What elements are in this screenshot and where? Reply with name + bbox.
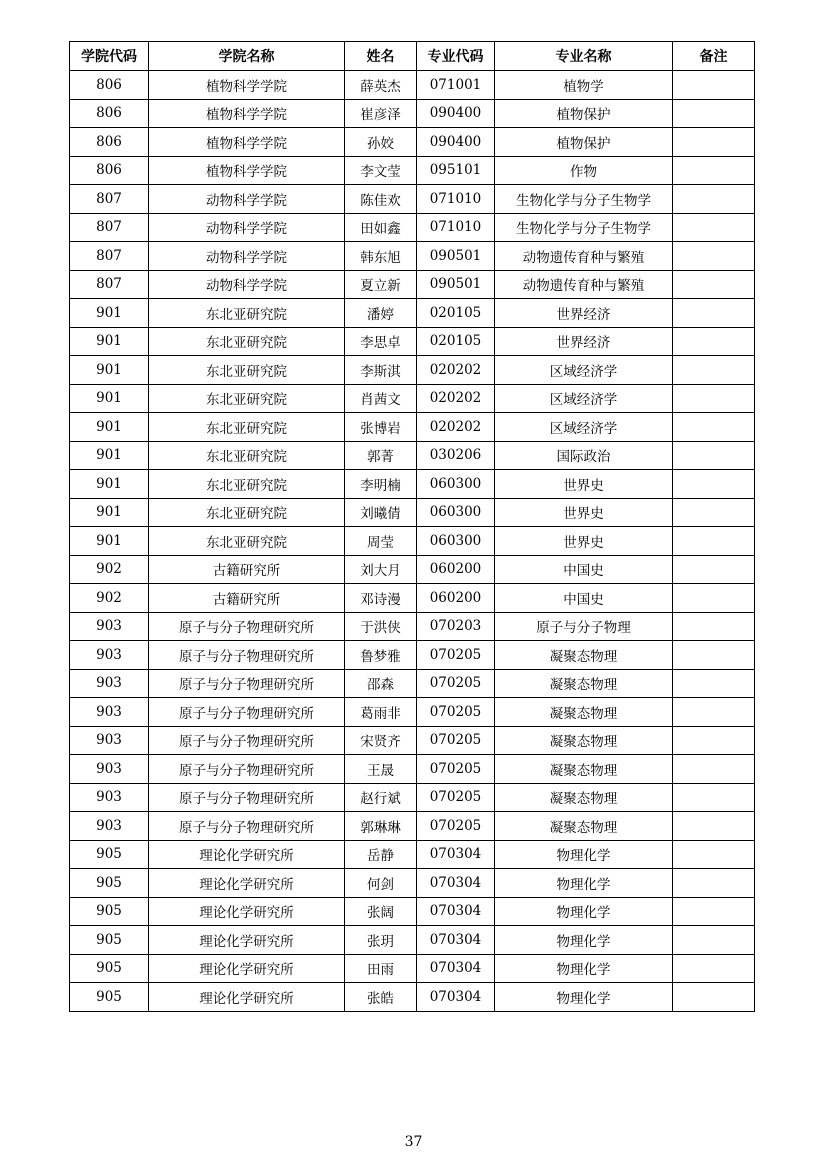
college-code-cell: 806 (70, 99, 149, 128)
remarks-cell (673, 128, 755, 157)
student-name-cell: 李思卓 (345, 327, 417, 356)
major-name-cell: 凝聚态物理 (495, 726, 673, 755)
table-row (70, 327, 755, 356)
remarks-cell (673, 755, 755, 784)
major-name-cell: 凝聚态物理 (495, 698, 673, 727)
college-code-cell: 901 (70, 498, 149, 527)
major-code-cell: 070304 (417, 869, 495, 898)
major-name-cell: 世界经济 (495, 327, 673, 356)
student-name-cell: 孙姣 (345, 128, 417, 157)
student-name-cell: 郭琳琳 (345, 812, 417, 841)
remarks-cell (673, 527, 755, 556)
remarks-cell (673, 270, 755, 299)
major-name-cell: 中国史 (495, 584, 673, 613)
student-name-cell: 张皓 (345, 983, 417, 1012)
college-code-cell: 905 (70, 926, 149, 955)
remarks-cell (673, 726, 755, 755)
table-row (70, 384, 755, 413)
remarks-cell (673, 156, 755, 185)
major-code-cell: 090400 (417, 99, 495, 128)
major-code-cell: 070304 (417, 954, 495, 983)
table-row (70, 869, 755, 898)
table-row (70, 527, 755, 556)
college-name-cell: 动物科学学院 (149, 270, 345, 299)
college-code-cell: 807 (70, 270, 149, 299)
major-code-cell: 070205 (417, 669, 495, 698)
table-row (70, 270, 755, 299)
student-name-cell: 田雨 (345, 954, 417, 983)
major-name-cell: 凝聚态物理 (495, 755, 673, 784)
college-name-cell: 原子与分子物理研究所 (149, 698, 345, 727)
remarks-cell (673, 555, 755, 584)
remarks-cell (673, 669, 755, 698)
major-code-cell: 070304 (417, 983, 495, 1012)
header-college-code: 学院代码 (70, 42, 149, 71)
college-code-cell: 905 (70, 897, 149, 926)
major-name-cell: 植物学 (495, 71, 673, 100)
college-code-cell: 902 (70, 584, 149, 613)
student-name-cell: 崔彦泽 (345, 99, 417, 128)
table-row (70, 612, 755, 641)
header-college-name: 学院名称 (149, 42, 345, 71)
student-name-cell: 李明楠 (345, 470, 417, 499)
major-name-cell: 原子与分子物理 (495, 612, 673, 641)
table-row (70, 356, 755, 385)
table-row (70, 783, 755, 812)
table-row (70, 698, 755, 727)
college-name-cell: 东北亚研究院 (149, 327, 345, 356)
major-code-cell: 020202 (417, 384, 495, 413)
major-name-cell: 世界史 (495, 527, 673, 556)
major-name-cell: 动物遗传育种与繁殖 (495, 242, 673, 271)
remarks-cell (673, 897, 755, 926)
header-remarks: 备注 (673, 42, 755, 71)
college-name-cell: 东北亚研究院 (149, 527, 345, 556)
remarks-cell (673, 470, 755, 499)
header-major-name: 专业名称 (495, 42, 673, 71)
college-code-cell: 901 (70, 413, 149, 442)
major-name-cell: 物理化学 (495, 869, 673, 898)
college-name-cell: 东北亚研究院 (149, 384, 345, 413)
remarks-cell (673, 612, 755, 641)
major-name-cell: 物理化学 (495, 926, 673, 955)
college-name-cell: 东北亚研究院 (149, 498, 345, 527)
major-code-cell: 071001 (417, 71, 495, 100)
table-row (70, 926, 755, 955)
table-row (70, 840, 755, 869)
major-name-cell: 区域经济学 (495, 384, 673, 413)
college-code-cell: 903 (70, 698, 149, 727)
table-row (70, 185, 755, 214)
student-name-cell: 田如鑫 (345, 213, 417, 242)
remarks-cell (673, 356, 755, 385)
college-name-cell: 原子与分子物理研究所 (149, 783, 345, 812)
major-name-cell: 动物遗传育种与繁殖 (495, 270, 673, 299)
remarks-cell (673, 698, 755, 727)
remarks-cell (673, 242, 755, 271)
table-row (70, 498, 755, 527)
student-name-cell: 郭菁 (345, 441, 417, 470)
major-code-cell: 060300 (417, 498, 495, 527)
table-row (70, 641, 755, 670)
major-name-cell: 区域经济学 (495, 356, 673, 385)
major-code-cell: 020105 (417, 299, 495, 328)
college-code-cell: 905 (70, 869, 149, 898)
table-row (70, 755, 755, 784)
college-name-cell: 理论化学研究所 (149, 926, 345, 955)
student-name-cell: 夏立新 (345, 270, 417, 299)
college-name-cell: 植物科学学院 (149, 156, 345, 185)
college-code-cell: 807 (70, 185, 149, 214)
college-code-cell: 903 (70, 783, 149, 812)
table-row (70, 441, 755, 470)
student-name-cell: 何剑 (345, 869, 417, 898)
student-name-cell: 于洪侠 (345, 612, 417, 641)
student-name-cell: 李文莹 (345, 156, 417, 185)
college-name-cell: 东北亚研究院 (149, 356, 345, 385)
college-name-cell: 动物科学学院 (149, 213, 345, 242)
student-name-cell: 刘大月 (345, 555, 417, 584)
major-code-cell: 090400 (417, 128, 495, 157)
student-name-cell: 王晟 (345, 755, 417, 784)
remarks-cell (673, 954, 755, 983)
college-name-cell: 植物科学学院 (149, 128, 345, 157)
major-code-cell: 095101 (417, 156, 495, 185)
college-name-cell: 东北亚研究院 (149, 470, 345, 499)
remarks-cell (673, 812, 755, 841)
student-name-cell: 薛英杰 (345, 71, 417, 100)
table-row (70, 242, 755, 271)
college-name-cell: 理论化学研究所 (149, 840, 345, 869)
header-row (70, 42, 755, 71)
major-name-cell: 凝聚态物理 (495, 783, 673, 812)
student-name-cell: 邵森 (345, 669, 417, 698)
major-code-cell: 070205 (417, 726, 495, 755)
major-name-cell: 作物 (495, 156, 673, 185)
major-name-cell: 生物化学与分子生物学 (495, 185, 673, 214)
college-name-cell: 理论化学研究所 (149, 897, 345, 926)
major-name-cell: 世界史 (495, 470, 673, 499)
college-name-cell: 原子与分子物理研究所 (149, 612, 345, 641)
header-major-code: 专业代码 (417, 42, 495, 71)
college-code-cell: 903 (70, 612, 149, 641)
remarks-cell (673, 413, 755, 442)
college-code-cell: 807 (70, 213, 149, 242)
college-code-cell: 901 (70, 356, 149, 385)
major-code-cell: 060200 (417, 584, 495, 613)
college-name-cell: 植物科学学院 (149, 71, 345, 100)
college-name-cell: 理论化学研究所 (149, 954, 345, 983)
table-row (70, 99, 755, 128)
major-code-cell: 070205 (417, 812, 495, 841)
student-name-cell: 邓诗漫 (345, 584, 417, 613)
remarks-cell (673, 213, 755, 242)
college-code-cell: 806 (70, 71, 149, 100)
remarks-cell (673, 299, 755, 328)
college-code-cell: 903 (70, 755, 149, 784)
table-row (70, 213, 755, 242)
student-name-cell: 周莹 (345, 527, 417, 556)
table-row (70, 413, 755, 442)
major-code-cell: 070205 (417, 698, 495, 727)
remarks-cell (673, 783, 755, 812)
major-name-cell: 植物保护 (495, 99, 673, 128)
table-row (70, 299, 755, 328)
college-name-cell: 原子与分子物理研究所 (149, 812, 345, 841)
remarks-cell (673, 441, 755, 470)
remarks-cell (673, 840, 755, 869)
major-name-cell: 物理化学 (495, 954, 673, 983)
student-name-cell: 张玥 (345, 926, 417, 955)
major-name-cell: 世界史 (495, 498, 673, 527)
header-student-name: 姓名 (345, 42, 417, 71)
table-row (70, 555, 755, 584)
remarks-cell (673, 71, 755, 100)
student-name-cell: 刘曦倩 (345, 498, 417, 527)
major-code-cell: 020105 (417, 327, 495, 356)
college-code-cell: 903 (70, 726, 149, 755)
college-name-cell: 原子与分子物理研究所 (149, 726, 345, 755)
major-code-cell: 070203 (417, 612, 495, 641)
major-code-cell: 090501 (417, 242, 495, 271)
major-name-cell: 物理化学 (495, 840, 673, 869)
major-code-cell: 070304 (417, 840, 495, 869)
remarks-cell (673, 584, 755, 613)
table-row (70, 584, 755, 613)
college-name-cell: 理论化学研究所 (149, 983, 345, 1012)
major-code-cell: 070205 (417, 755, 495, 784)
student-name-cell: 葛雨非 (345, 698, 417, 727)
college-code-cell: 901 (70, 299, 149, 328)
college-name-cell: 东北亚研究院 (149, 413, 345, 442)
college-name-cell: 原子与分子物理研究所 (149, 641, 345, 670)
table-row (70, 669, 755, 698)
remarks-cell (673, 869, 755, 898)
student-name-cell: 宋贤齐 (345, 726, 417, 755)
major-code-cell: 030206 (417, 441, 495, 470)
student-name-cell: 鲁梦雅 (345, 641, 417, 670)
student-name-cell: 韩东旭 (345, 242, 417, 271)
table-row (70, 156, 755, 185)
student-name-cell: 岳静 (345, 840, 417, 869)
major-code-cell: 070205 (417, 783, 495, 812)
college-code-cell: 901 (70, 470, 149, 499)
college-code-cell: 903 (70, 641, 149, 670)
college-code-cell: 902 (70, 555, 149, 584)
major-code-cell: 020202 (417, 356, 495, 385)
major-name-cell: 国际政治 (495, 441, 673, 470)
college-code-cell: 905 (70, 840, 149, 869)
college-name-cell: 动物科学学院 (149, 185, 345, 214)
college-code-cell: 806 (70, 128, 149, 157)
college-code-cell: 905 (70, 983, 149, 1012)
student-name-cell: 张博岩 (345, 413, 417, 442)
major-code-cell: 090501 (417, 270, 495, 299)
major-name-cell: 世界经济 (495, 299, 673, 328)
college-name-cell: 动物科学学院 (149, 242, 345, 271)
major-name-cell: 区域经济学 (495, 413, 673, 442)
student-name-cell: 陈佳欢 (345, 185, 417, 214)
major-code-cell: 070304 (417, 897, 495, 926)
table-row (70, 954, 755, 983)
college-code-cell: 901 (70, 327, 149, 356)
college-code-cell: 903 (70, 669, 149, 698)
college-code-cell: 901 (70, 527, 149, 556)
student-name-cell: 李斯淇 (345, 356, 417, 385)
college-code-cell: 807 (70, 242, 149, 271)
college-name-cell: 东北亚研究院 (149, 299, 345, 328)
table-row (70, 71, 755, 100)
college-code-cell: 806 (70, 156, 149, 185)
college-name-cell: 原子与分子物理研究所 (149, 669, 345, 698)
student-table (69, 41, 755, 1012)
major-code-cell: 070304 (417, 926, 495, 955)
student-name-cell: 肖茜文 (345, 384, 417, 413)
college-name-cell: 原子与分子物理研究所 (149, 755, 345, 784)
table-row (70, 897, 755, 926)
major-name-cell: 凝聚态物理 (495, 641, 673, 670)
college-code-cell: 903 (70, 812, 149, 841)
remarks-cell (673, 926, 755, 955)
page-number: 37 (404, 1134, 423, 1150)
major-name-cell: 凝聚态物理 (495, 812, 673, 841)
remarks-cell (673, 185, 755, 214)
college-name-cell: 理论化学研究所 (149, 869, 345, 898)
college-name-cell: 古籍研究所 (149, 584, 345, 613)
table-row (70, 726, 755, 755)
remarks-cell (673, 327, 755, 356)
college-name-cell: 东北亚研究院 (149, 441, 345, 470)
major-code-cell: 060300 (417, 470, 495, 499)
college-name-cell: 古籍研究所 (149, 555, 345, 584)
remarks-cell (673, 99, 755, 128)
remarks-cell (673, 498, 755, 527)
student-name-cell: 张阔 (345, 897, 417, 926)
remarks-cell (673, 983, 755, 1012)
major-code-cell: 060200 (417, 555, 495, 584)
college-code-cell: 901 (70, 384, 149, 413)
major-code-cell: 071010 (417, 213, 495, 242)
table-row (70, 470, 755, 499)
remarks-cell (673, 384, 755, 413)
major-name-cell: 植物保护 (495, 128, 673, 157)
major-code-cell: 071010 (417, 185, 495, 214)
table-body (70, 71, 755, 1012)
student-name-cell: 赵行斌 (345, 783, 417, 812)
major-name-cell: 物理化学 (495, 983, 673, 1012)
major-name-cell: 中国史 (495, 555, 673, 584)
table-row (70, 128, 755, 157)
remarks-cell (673, 641, 755, 670)
major-name-cell: 生物化学与分子生物学 (495, 213, 673, 242)
major-code-cell: 070205 (417, 641, 495, 670)
major-name-cell: 凝聚态物理 (495, 669, 673, 698)
major-code-cell: 060300 (417, 527, 495, 556)
major-name-cell: 物理化学 (495, 897, 673, 926)
table-row (70, 812, 755, 841)
college-name-cell: 植物科学学院 (149, 99, 345, 128)
student-name-cell: 潘婷 (345, 299, 417, 328)
college-code-cell: 905 (70, 954, 149, 983)
table-row (70, 983, 755, 1012)
college-code-cell: 901 (70, 441, 149, 470)
major-code-cell: 020202 (417, 413, 495, 442)
